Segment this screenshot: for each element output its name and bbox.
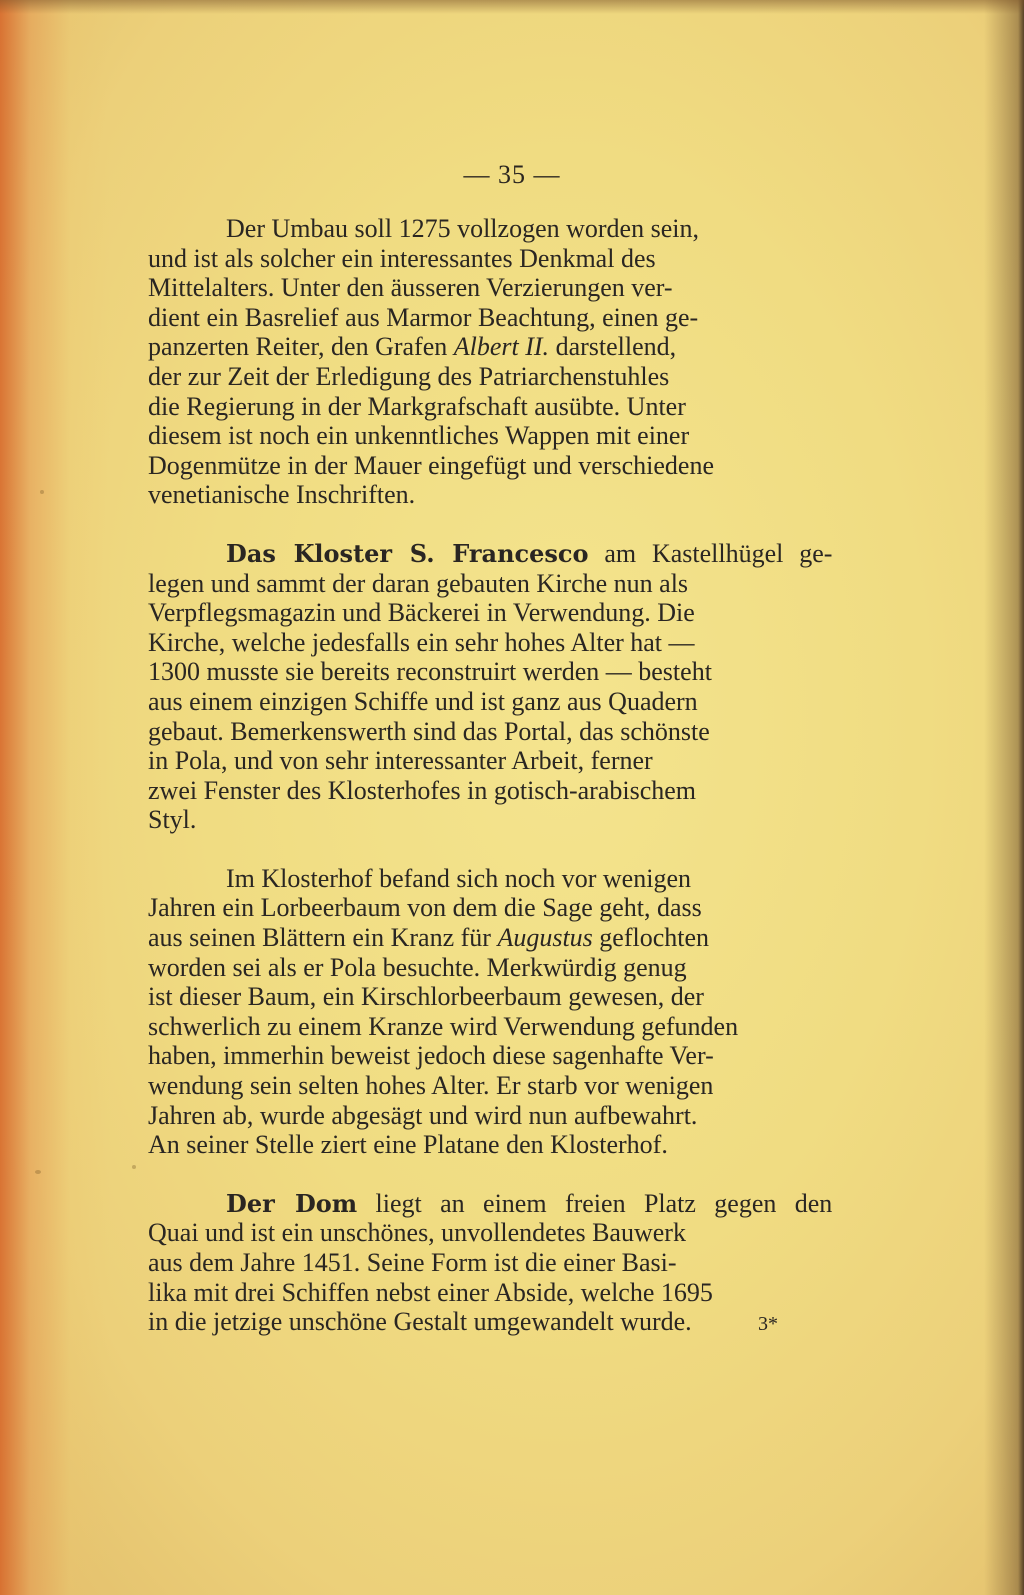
text-line: worden sei als er Pola besuchte. Merkwürdig genug xyxy=(148,952,687,982)
text-line: An seiner Stelle ziert eine Platane den Klosterhof. xyxy=(148,1130,668,1160)
text-line: Jahren ein Lorbeerbaum von dem die Sage geht, dass xyxy=(148,893,702,923)
signature-mark: 3* xyxy=(758,1313,778,1335)
paper-speck xyxy=(40,490,44,494)
paragraph-umbau xyxy=(148,214,832,510)
paper-speck xyxy=(35,1170,41,1174)
text-segment: darstellend, xyxy=(555,332,677,362)
text-line xyxy=(148,539,832,569)
text-line: Mittelalters. Unter den äusseren Verzierungen ver- xyxy=(148,273,673,303)
page-edge-shadow-top xyxy=(0,0,1024,14)
paper-speck xyxy=(132,1165,136,1169)
text-line xyxy=(148,1189,832,1219)
text-segment: liegt an einem freien Platz gegen den xyxy=(375,1188,833,1218)
paragraph-klosterhof xyxy=(148,864,832,1160)
text-line xyxy=(148,332,832,362)
page-edge-stain-left xyxy=(0,0,110,1595)
text-line: und ist als solcher ein interessantes Denkmal des xyxy=(148,243,656,273)
text-line: schwerlich zu einem Kranze wird Verwendung gefunden xyxy=(148,1011,739,1041)
text-line: in die jetzige unschöne Gestalt umgewandelt wurde. xyxy=(148,1307,692,1337)
text-line: venetianische Inschriften. xyxy=(148,480,416,510)
text-line: in Pola, und von sehr interessanter Arbeit, ferner xyxy=(148,746,653,776)
paragraph-kloster xyxy=(148,539,832,835)
text-line: Quai und ist ein unschönes, unvollendetes Bauwerk xyxy=(148,1218,686,1248)
italic-name-albert: Albert II. xyxy=(453,332,550,362)
text-line: gebaut. Bemerkenswerth sind das Portal, das schönste xyxy=(148,716,710,746)
text-line: Verpflegsmagazin und Bäckerei in Verwendung. Die xyxy=(148,598,695,628)
text-line: die Regierung in der Markgrafschaft ausübte. Unter xyxy=(148,391,686,421)
text-line: zwei Fenster des Klosterhofes in gotisch-arabischem xyxy=(148,775,697,805)
text-line: haben, immerhin beweist jedoch diese sagenhafte Ver- xyxy=(148,1041,714,1071)
text-line: Der Umbau soll 1275 vollzogen worden sein, xyxy=(226,214,699,243)
paragraph-dom xyxy=(148,1189,832,1337)
text-line: diesem ist noch ein unkenntliches Wappen mit einer xyxy=(148,421,690,451)
text-line: aus dem Jahre 1451. Seine Form ist die einer Basi- xyxy=(148,1248,677,1277)
text-line xyxy=(148,923,832,953)
text-line: 1300 musste sie bereits reconstruirt werden — besteht xyxy=(148,657,712,687)
italic-name-augustus: Augustus xyxy=(497,923,593,953)
text-line: ist dieser Baum, ein Kirschlorbeerbaum gewesen, der xyxy=(148,982,704,1012)
text-line: aus einem einzigen Schiffe und ist ganz aus Quadern xyxy=(148,686,698,716)
heading-dom: Der Dom xyxy=(226,1188,358,1218)
text-line: wendung sein selten hohes Alter. Er starb vor wenigen xyxy=(148,1071,714,1101)
page-edge-shadow-right xyxy=(984,0,1024,1595)
text-line: dient ein Basrelief aus Marmor Beachtung, einen ge- xyxy=(148,302,699,332)
text-segment: aus seinen Blättern ein Kranz für xyxy=(148,923,491,953)
text-line: Im Klosterhof befand sich noch vor wenigen xyxy=(226,863,691,893)
text-line: legen und sammt der daran gebauten Kirche nun als xyxy=(148,568,689,598)
text-segment: geflochten xyxy=(599,923,710,953)
body-text xyxy=(148,214,832,1337)
text-line: Styl. xyxy=(148,805,197,835)
text-segment: am Kastellhügel ge- xyxy=(604,538,833,568)
text-line: lika mit drei Schiffen nebst einer Abside, welche 1695 xyxy=(148,1277,713,1307)
page-number: — 35 — xyxy=(463,160,561,189)
text-segment: panzerten Reiter, den Grafen xyxy=(148,332,448,362)
text-line: Kirche, welche jedesfalls ein sehr hohes Alter hat — xyxy=(148,627,695,657)
text-line: der zur Zeit der Erledigung des Patriarchenstuhles xyxy=(148,361,670,391)
heading-kloster: Das Kloster S. Francesco xyxy=(226,538,589,568)
text-line: Dogenmütze in der Mauer eingefügt und verschiedene xyxy=(148,450,715,480)
text-line: Jahren ab, wurde abgesägt und wird nun aufbewahrt. xyxy=(148,1100,698,1130)
